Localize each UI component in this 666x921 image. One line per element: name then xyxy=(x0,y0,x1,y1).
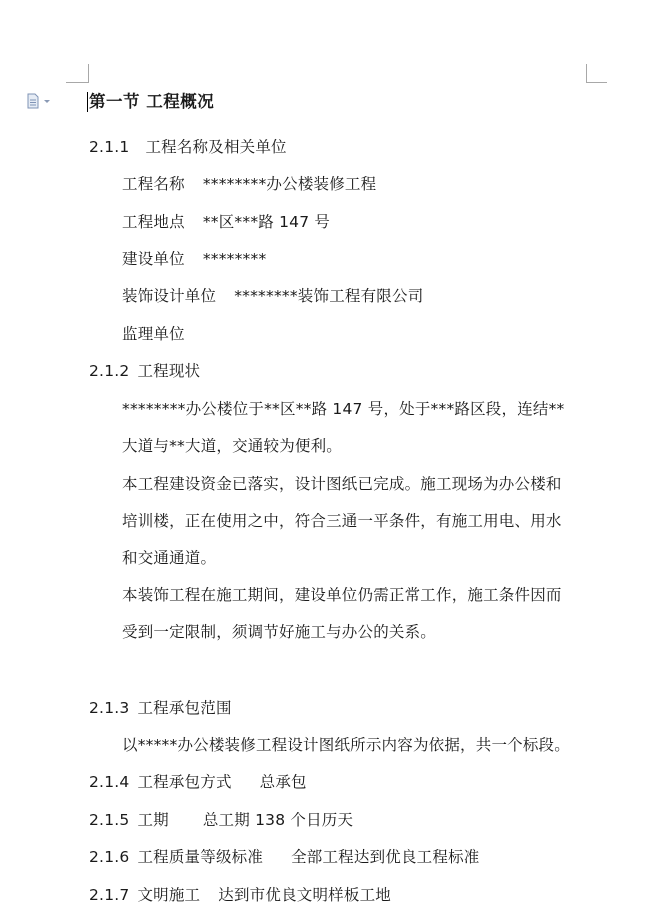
heading-2-1-5 xyxy=(89,810,353,830)
unit-row-designer xyxy=(122,286,423,306)
heading-number: 2.1.3 xyxy=(89,699,130,717)
unit-row-location xyxy=(122,212,330,232)
unit-label: 建设单位 xyxy=(122,250,185,268)
heading-title: 工程承包范围 xyxy=(137,699,232,717)
unit-value: ******** xyxy=(202,250,267,268)
heading-value: 全部工程达到优良工程标准 xyxy=(291,848,480,866)
heading-number: 2.1.6 xyxy=(89,848,130,866)
unit-label: 工程地点 xyxy=(122,213,185,231)
heading-2-1-7 xyxy=(89,885,391,905)
heading-title: 工程名称及相关单位 xyxy=(145,138,287,156)
heading-title: 工程质量等级标准 xyxy=(137,848,264,866)
heading-title: 工期 xyxy=(137,811,169,829)
top-right-margin-mark xyxy=(586,64,607,83)
paragraph-line: 大道与**大道，交通较为便利。 xyxy=(122,437,343,455)
heading-number: 2.1.2 xyxy=(89,362,130,380)
heading-value: 总承包 xyxy=(259,773,307,791)
unit-label: 装饰设计单位 xyxy=(122,287,217,305)
heading-value: 达到市优良文明样板工地 xyxy=(218,886,391,904)
paragraph-line: 培训楼，正在使用之中，符合三通一平条件，有施工用电、用水 xyxy=(122,512,562,530)
heading-number: 2.1.7 xyxy=(89,886,130,904)
paragraph-line: 和交通通道。 xyxy=(122,549,217,567)
paragraph-line: ********办公楼位于**区**路 147 号，处于***路区段，连结** xyxy=(122,400,565,418)
heading-number: 2.1.4 xyxy=(89,773,130,791)
section-title: 第一节 工程概况 xyxy=(89,92,215,111)
text-cursor xyxy=(87,92,88,112)
unit-label: 监理单位 xyxy=(122,325,185,343)
heading-2-1-1 xyxy=(89,137,287,157)
unit-value: ********装饰工程有限公司 xyxy=(234,287,424,305)
paragraph-line: 本工程建设资金已落实，设计图纸已完成。施工现场为办公楼和 xyxy=(122,475,562,493)
heading-number: 2.1.1 xyxy=(89,138,130,156)
unit-value: ********办公楼装修工程 xyxy=(202,175,377,193)
heading-2-1-2 xyxy=(89,361,200,381)
heading-value: 总工期 138 个日历天 xyxy=(202,811,354,829)
heading-title: 文明施工 xyxy=(137,886,201,904)
unit-row-owner xyxy=(122,249,266,269)
unit-row-supervisor xyxy=(122,324,203,344)
heading-title: 工程承包方式 xyxy=(137,773,232,791)
heading-2-1-6 xyxy=(89,847,479,867)
heading-2-1-3 xyxy=(89,698,232,718)
unit-row-name xyxy=(122,174,376,194)
unit-value: **区***路 147 号 xyxy=(202,213,331,231)
paragraph-options-icon[interactable] xyxy=(26,93,54,109)
heading-number: 2.1.5 xyxy=(89,811,130,829)
paragraph-line: 受到一定限制，须调节好施工与办公的关系。 xyxy=(122,623,437,641)
paragraph-line: 以*****办公楼装修工程设计图纸所示内容为依据，共一个标段。 xyxy=(122,736,570,754)
heading-title: 工程现状 xyxy=(137,362,201,380)
heading-2-1-4 xyxy=(89,772,307,792)
paragraph-line: 本装饰工程在施工期间，建设单位仍需正常工作，施工条件因而 xyxy=(122,586,562,604)
top-left-margin-mark xyxy=(66,64,89,83)
unit-label: 工程名称 xyxy=(122,175,185,193)
